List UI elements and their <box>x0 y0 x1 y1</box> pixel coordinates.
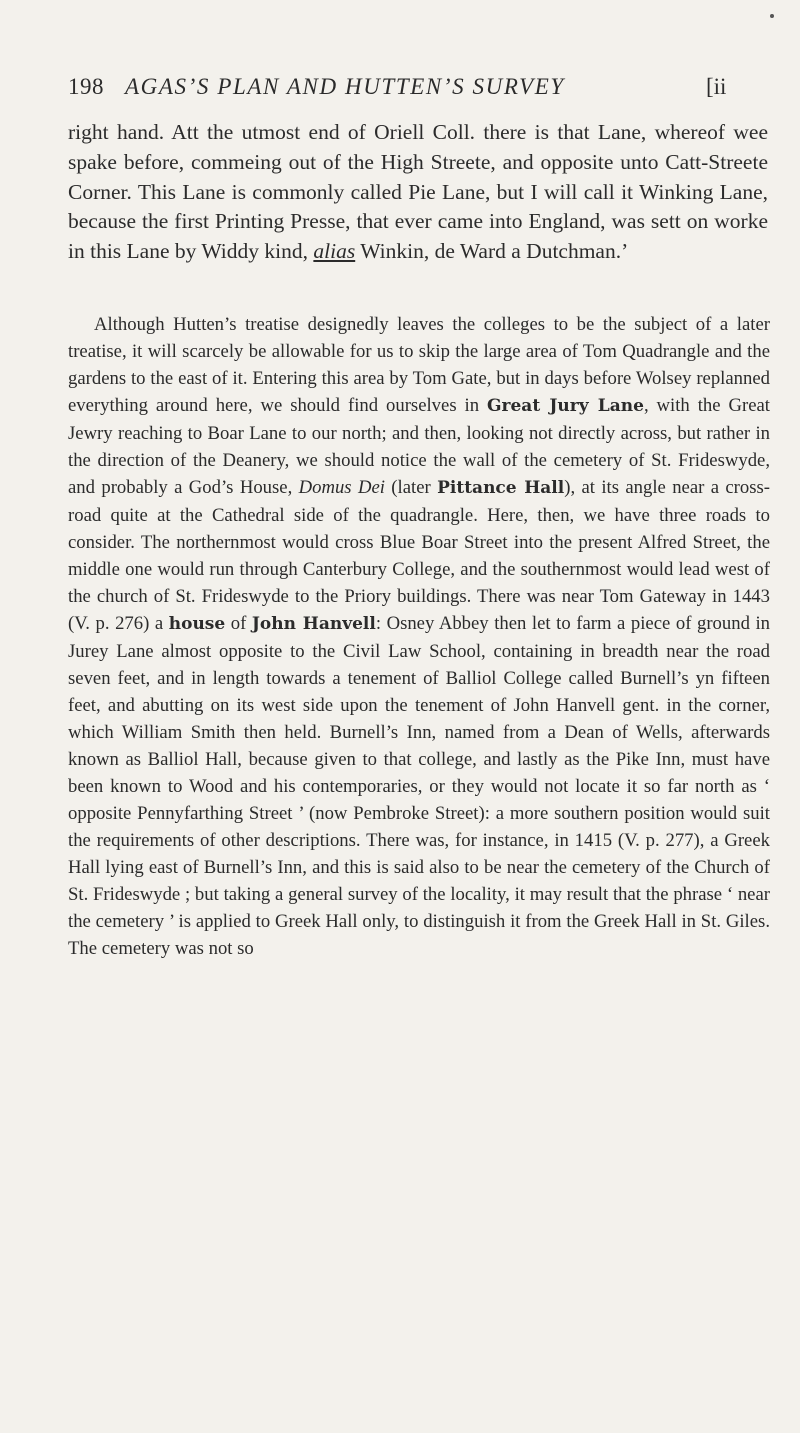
body-paragraph <box>68 311 770 962</box>
great-jury-lane: Great Jury Lane <box>487 396 644 416</box>
text-run: , with the Great Jewry reaching to Boar Lane to our north; and then, looking not directly across, but rather in the direction of the Deanery, we should notice the wall of the cemetery of St. Frideswyde, and probably a God’s House, <box>68 395 770 498</box>
section-marker: [ii <box>706 74 727 99</box>
pittance-hall: Pittance Hall <box>437 478 565 498</box>
running-header <box>68 74 788 100</box>
house-term: house <box>168 614 226 634</box>
quoted-passage <box>68 118 768 267</box>
text-run: of <box>225 613 252 634</box>
page-number: 198 <box>68 74 104 99</box>
page-mark <box>770 14 774 18</box>
text-run: ), at its angle near a cross-road quite at the Cathedral side of the quadrangle. Here, then, we have three roads to consider. The northernmost would cross Blue Boar Street into the present Alfred Street, the middle one would run through Canterbury College, and the southernmost would lead west of the church of St. Frideswyde to the Priory buildings. There was near Tom Gateway in 1443 (V. p. 276) a <box>68 477 771 634</box>
alias-word: alias <box>313 239 356 264</box>
running-title: AGAS’S PLAN AND HUTTEN’S SURVEY <box>125 74 565 99</box>
quote-text-end: Winkin, de Ward a Dutchman.’ <box>355 239 629 264</box>
domus-dei: Domus Dei <box>298 477 385 498</box>
text-run: (later <box>384 477 438 498</box>
text-run: : Osney Abbey then let to farm a piece of ground in Jurey Lane almost opposite to the Civil Law School, containing in breadth near the road seven feet, and in length towards a tenement of Balliol College called Burnell’s yn fifteen feet, and abutting on its west side upon the tenement of John Hanvell gent. in the corner, which William Smith then held. Burnell’s Inn, named from a Dean of Wells, afterwards known as Balliol Hall, because given to that college, and lastly as the Pike Inn, must have been known to Wood and his contemporaries, or they would not locate it so far north as ‘ opposite Pennyfarthing Street ’ (now Pembroke Street): a more southern position would suit the requirements of other descriptions. There was, for instance, in 1415 (V. p. 277), a Greek Hall lying east of Burnell’s Inn, and this is said also to be near the cemetery of the Church of St. Frideswyde ; but taking a general survey of the locality, it may result that the phrase ‘ near the cemetery ’ is applied to Greek Hall only, to distinguish it from the Greek Hall in St. Giles. The cemetery was not so <box>68 613 771 959</box>
text-run: Although Hutten’s treatise designedly leaves the colleges to be the subject of a later treatise, it will scarcely be allowable for us to skip the large area of Tom Quadrangle and the gardens to the east of it. Entering this area by Tom Gate, but in days before Wolsey replanned everything around here, we should find ourselves in <box>68 314 770 416</box>
quote-text: right hand. Att the utmost end of Oriell Coll. there is that Lane, whereof wee spake before, commeing out of the High Streete, and opposite unto Catt-Streete Corner. This Lane is commonly called Pie Lane, but I will call it Winking Lane, because the first Printing Presse, that ever came into England, was sett on worke in this Lane by Widdy kind, <box>68 120 768 264</box>
john-hanvell: John Hanvell <box>251 614 376 634</box>
